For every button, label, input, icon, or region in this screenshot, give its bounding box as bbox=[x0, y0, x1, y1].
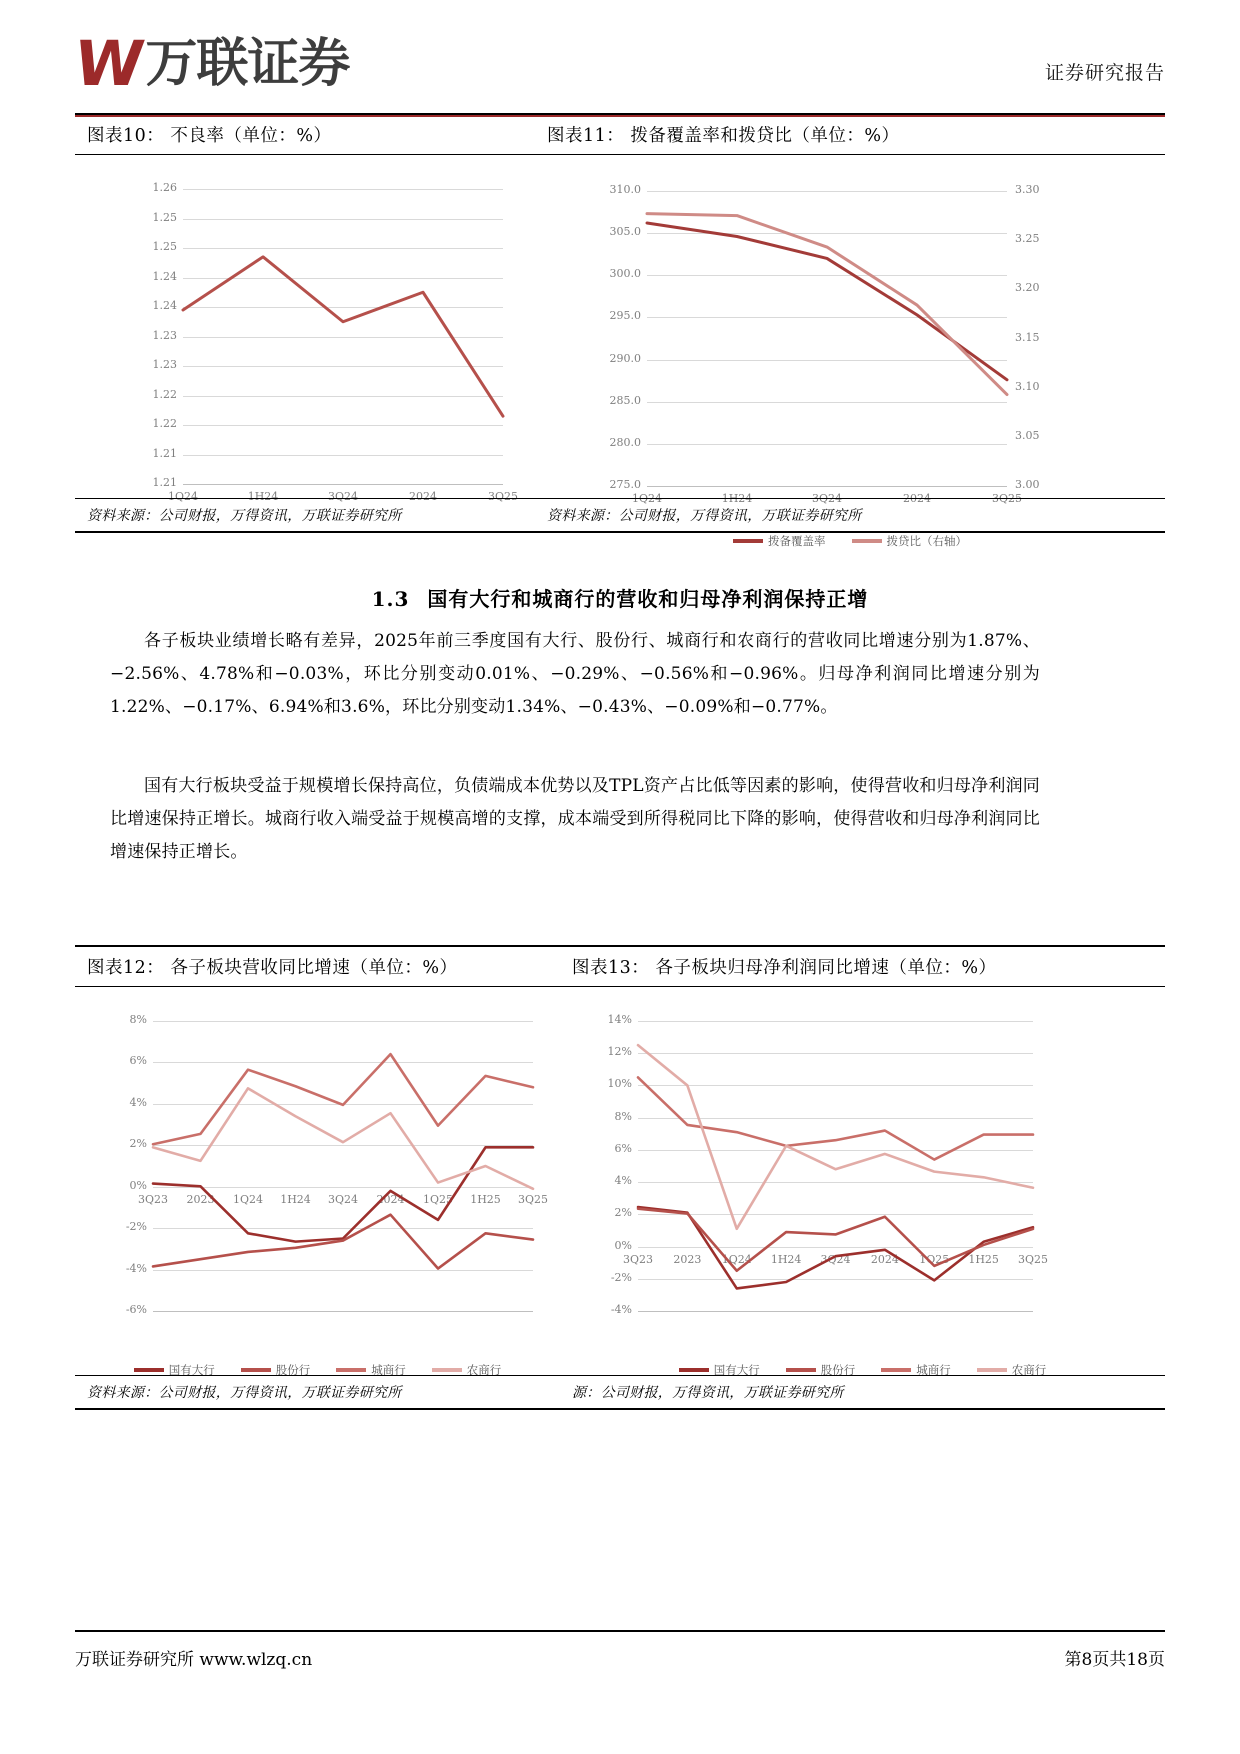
exhibit-10 bbox=[75, 113, 535, 503]
x-axis-tick: 2024 bbox=[870, 1252, 899, 1266]
x-axis-tick: 1H24 bbox=[770, 1252, 802, 1266]
series-line bbox=[183, 257, 503, 416]
x-axis-tick: 3Q23 bbox=[622, 1252, 653, 1266]
exhibit-12-title: 图表12： 各子板块营收同比增速（单位：%） bbox=[75, 947, 560, 987]
logo-text: 万联证券 bbox=[145, 34, 350, 94]
y-axis-tick: 8% bbox=[129, 1013, 147, 1026]
legend-item[interactable] bbox=[733, 533, 826, 549]
legend-swatch bbox=[733, 539, 763, 542]
x-axis-tick: 3Q24 bbox=[811, 492, 842, 505]
chart-11-legend bbox=[535, 533, 1165, 549]
exhibit-13-title: 图表13： 各子板块归母净利润同比增速（单位：%） bbox=[560, 947, 1165, 987]
legend-label: 拨备覆盖率 bbox=[768, 534, 826, 548]
exhibit-12-13-source-row bbox=[75, 1375, 1165, 1409]
y-axis-tick: 6% bbox=[129, 1054, 147, 1068]
y2-axis-tick: 3.05 bbox=[1015, 428, 1040, 442]
legend-label: 国有大行 bbox=[168, 1363, 215, 1377]
y-axis-tick: 1.23 bbox=[152, 328, 177, 342]
x-axis-tick: 1Q24 bbox=[232, 1192, 263, 1206]
x-axis-line bbox=[183, 484, 503, 485]
y-axis-tick: 2% bbox=[614, 1206, 632, 1220]
y-axis-tick: -4% bbox=[125, 1261, 147, 1275]
y-axis-tick: 2% bbox=[129, 1137, 147, 1151]
legend-label: 拨贷比（右轴） bbox=[886, 534, 967, 548]
chart-series-layer bbox=[153, 1021, 533, 1311]
legend-swatch bbox=[881, 1368, 911, 1371]
x-axis-tick: 3Q25 bbox=[517, 1192, 548, 1206]
paragraph-2: 国有大行板块受益于规模增长保持高位，负债端成本优势以及TPL资产占比低等因素的影响，使得营收和归母净利润同比增速保持正增长。城商行收入端受益于规模高增的支撑，成本端受到所得税同比下降的影响，使得营收和归母净利润同比增速保持正增长。 bbox=[110, 776, 1040, 862]
section-number: 1.3 bbox=[371, 587, 410, 611]
y-axis-tick: 1.25 bbox=[152, 210, 177, 224]
exhibit-13-chart bbox=[560, 987, 1165, 1377]
exhibit-10-source: 资料来源：公司财报，万得资讯，万联证券研究所 bbox=[87, 508, 402, 524]
exhibit-12-source: 资料来源：公司财报，万得资讯，万联证券研究所 bbox=[87, 1385, 402, 1401]
y-axis-tick: -2% bbox=[125, 1220, 147, 1234]
exhibit-13 bbox=[560, 945, 1165, 1375]
logo-mark-w: W bbox=[69, 27, 145, 100]
y2-axis-tick: 3.00 bbox=[1015, 478, 1040, 491]
x-axis-tick: 1Q25 bbox=[422, 1192, 453, 1206]
exhibit-11-title: 图表11： 拨备覆盖率和拨贷比（单位：%） bbox=[535, 115, 1165, 155]
series-line bbox=[647, 214, 1007, 395]
x-axis-tick: 3Q23 bbox=[137, 1192, 168, 1206]
x-axis-tick: 1H25 bbox=[968, 1252, 999, 1266]
chart-12-plot bbox=[125, 1013, 548, 1316]
legend-label: 国有大行 bbox=[713, 1363, 760, 1377]
y-axis-tick: 0% bbox=[614, 1238, 632, 1252]
x-axis-tick: 1Q24 bbox=[721, 1252, 752, 1266]
legend-swatch bbox=[134, 1368, 164, 1371]
section-heading bbox=[0, 583, 1240, 612]
y-axis-tick: 1.23 bbox=[152, 358, 177, 371]
y-axis-tick: 1.24 bbox=[152, 269, 177, 283]
series-line bbox=[153, 1215, 533, 1269]
y-axis-tick: 295.0 bbox=[609, 309, 641, 323]
x-axis-line bbox=[647, 486, 1007, 487]
x-axis-tick: 1H25 bbox=[470, 1192, 501, 1206]
x-axis-tick: 3Q24 bbox=[327, 490, 358, 503]
x-axis-tick: 1Q24 bbox=[631, 492, 662, 505]
y2-axis-tick: 3.15 bbox=[1015, 330, 1040, 344]
x-axis-tick: 2024 bbox=[903, 492, 931, 505]
legend-swatch bbox=[786, 1368, 816, 1371]
x-axis-line bbox=[638, 1311, 1033, 1312]
y-axis-tick: 1.24 bbox=[152, 299, 177, 312]
y-axis-tick: 305.0 bbox=[609, 225, 641, 239]
footer-divider bbox=[75, 1630, 1165, 1632]
exhibit-11-source: 资料来源：公司财报，万得资讯，万联证券研究所 bbox=[547, 508, 862, 524]
y-axis-tick: -6% bbox=[125, 1303, 147, 1316]
exhibit-12-13-bottom-rule bbox=[75, 1408, 1165, 1410]
y-axis-tick: 275.0 bbox=[609, 478, 641, 491]
x-axis-tick: 1H24 bbox=[280, 1192, 311, 1206]
y-axis-tick: 6% bbox=[614, 1141, 632, 1155]
report-type-label: 证券研究报告 bbox=[1044, 62, 1165, 84]
legend-item[interactable] bbox=[852, 533, 968, 549]
page-header bbox=[69, 27, 1165, 110]
y-axis-tick: 1.21 bbox=[152, 446, 177, 460]
x-axis-tick: 3Q24 bbox=[327, 1192, 358, 1206]
legend-label: 城商行 bbox=[371, 1363, 406, 1377]
legend-swatch bbox=[852, 539, 882, 542]
x-axis-tick: 3Q25 bbox=[991, 492, 1022, 505]
chart-10-plot bbox=[152, 181, 518, 503]
y-axis-tick: 290.0 bbox=[609, 351, 641, 365]
exhibit-12 bbox=[75, 945, 560, 1375]
legend-swatch bbox=[977, 1368, 1007, 1371]
x-axis-tick: 2023 bbox=[186, 1192, 215, 1206]
exhibit-10-11-source-row bbox=[75, 498, 1165, 532]
x-axis-tick: 3Q24 bbox=[820, 1252, 851, 1266]
y-axis-tick: 310.0 bbox=[609, 183, 641, 196]
y-axis-tick: 1.22 bbox=[152, 417, 177, 430]
y-axis-tick: 4% bbox=[614, 1174, 632, 1188]
y-axis-tick: 0% bbox=[129, 1178, 147, 1192]
x-axis-line bbox=[153, 1311, 533, 1312]
chart-series-layer bbox=[638, 1021, 1033, 1311]
legend-label: 农商行 bbox=[1011, 1363, 1047, 1377]
y-axis-tick: -4% bbox=[610, 1303, 632, 1316]
exhibit-10-title: 图表10： 不良率（单位：%） bbox=[75, 115, 535, 155]
legend-label: 城商行 bbox=[916, 1363, 951, 1377]
series-line bbox=[638, 1077, 1033, 1159]
x-axis-tick: 1Q25 bbox=[919, 1252, 950, 1266]
x-axis-tick: 2024 bbox=[376, 1192, 405, 1206]
exhibit-10-chart bbox=[75, 155, 535, 503]
legend-swatch bbox=[336, 1368, 366, 1371]
x-axis-tick: 2024 bbox=[409, 490, 437, 503]
legend-swatch bbox=[241, 1368, 271, 1371]
footer-institute: 万联证券研究所 www.wlzq.cn bbox=[75, 1650, 313, 1670]
y-axis-tick: 1.22 bbox=[152, 387, 177, 401]
y2-axis-tick: 3.30 bbox=[1015, 183, 1040, 196]
legend-label: 农商行 bbox=[466, 1363, 502, 1377]
y-axis-tick: 8% bbox=[614, 1109, 632, 1123]
y-axis-tick: 1.25 bbox=[152, 240, 177, 253]
x-axis-tick: 2023 bbox=[673, 1252, 702, 1266]
company-logo bbox=[69, 27, 350, 100]
y-axis-tick: 4% bbox=[129, 1095, 147, 1109]
exhibit-10-11-bottom-rule bbox=[75, 531, 1165, 533]
chart-series-layer bbox=[183, 189, 503, 484]
series-line bbox=[153, 1147, 533, 1241]
section-title: 国有大行和城商行的营收和归母净利润保持正增 bbox=[427, 587, 869, 611]
series-line bbox=[638, 1209, 1033, 1271]
y-axis-tick: 280.0 bbox=[609, 435, 641, 449]
chart-11-plot bbox=[609, 183, 1040, 505]
y-axis-tick: 14% bbox=[607, 1013, 632, 1026]
footer-pagination: 第8页共18页 bbox=[1064, 1650, 1165, 1670]
x-axis-tick: 1H24 bbox=[721, 492, 753, 505]
chart-series-layer bbox=[647, 191, 1007, 486]
legend-label: 股份行 bbox=[275, 1363, 311, 1377]
y-axis-tick: -2% bbox=[610, 1270, 632, 1284]
legend-swatch bbox=[679, 1368, 709, 1371]
legend-swatch bbox=[432, 1368, 462, 1371]
y-axis-tick: 10% bbox=[607, 1077, 632, 1091]
series-line bbox=[638, 1045, 1033, 1229]
x-axis-tick: 3Q25 bbox=[487, 490, 518, 503]
x-axis-tick: 3Q25 bbox=[1017, 1252, 1048, 1266]
series-line bbox=[153, 1054, 533, 1144]
y2-axis-tick: 3.10 bbox=[1015, 379, 1040, 393]
x-axis-tick: 1H24 bbox=[247, 490, 279, 503]
x-axis-tick: 1Q24 bbox=[167, 490, 198, 503]
y-axis-tick: 1.26 bbox=[152, 181, 177, 194]
y-axis-tick: 1.21 bbox=[152, 476, 177, 489]
y-axis-tick: 12% bbox=[607, 1045, 632, 1059]
y2-axis-tick: 3.20 bbox=[1015, 281, 1040, 295]
exhibit-12-chart bbox=[75, 987, 560, 1377]
y2-axis-tick: 3.25 bbox=[1015, 232, 1040, 246]
y-axis-tick: 300.0 bbox=[609, 267, 641, 281]
y-axis-tick: 285.0 bbox=[609, 393, 641, 407]
exhibit-13-source: 源：公司财报，万得资讯，万联证券研究所 bbox=[572, 1385, 844, 1401]
legend-label: 股份行 bbox=[820, 1363, 856, 1377]
paragraph-1: 各子板块业绩增长略有差异，2025年前三季度国有大行、股份行、城商行和农商行的营收同比增速分别为1.87%、−2.56%、4.78%和−0.03%，环比分别变动0.01%、−0.29%、−0.56%和−0.96%。归母净利润同比增速分别为1.22%、−0.17%、6.94%和3.6%，环比分别变动1.34%、−0.43%、−0.09%和−0.77%。 bbox=[110, 631, 1040, 717]
chart-13-plot bbox=[607, 1013, 1048, 1316]
